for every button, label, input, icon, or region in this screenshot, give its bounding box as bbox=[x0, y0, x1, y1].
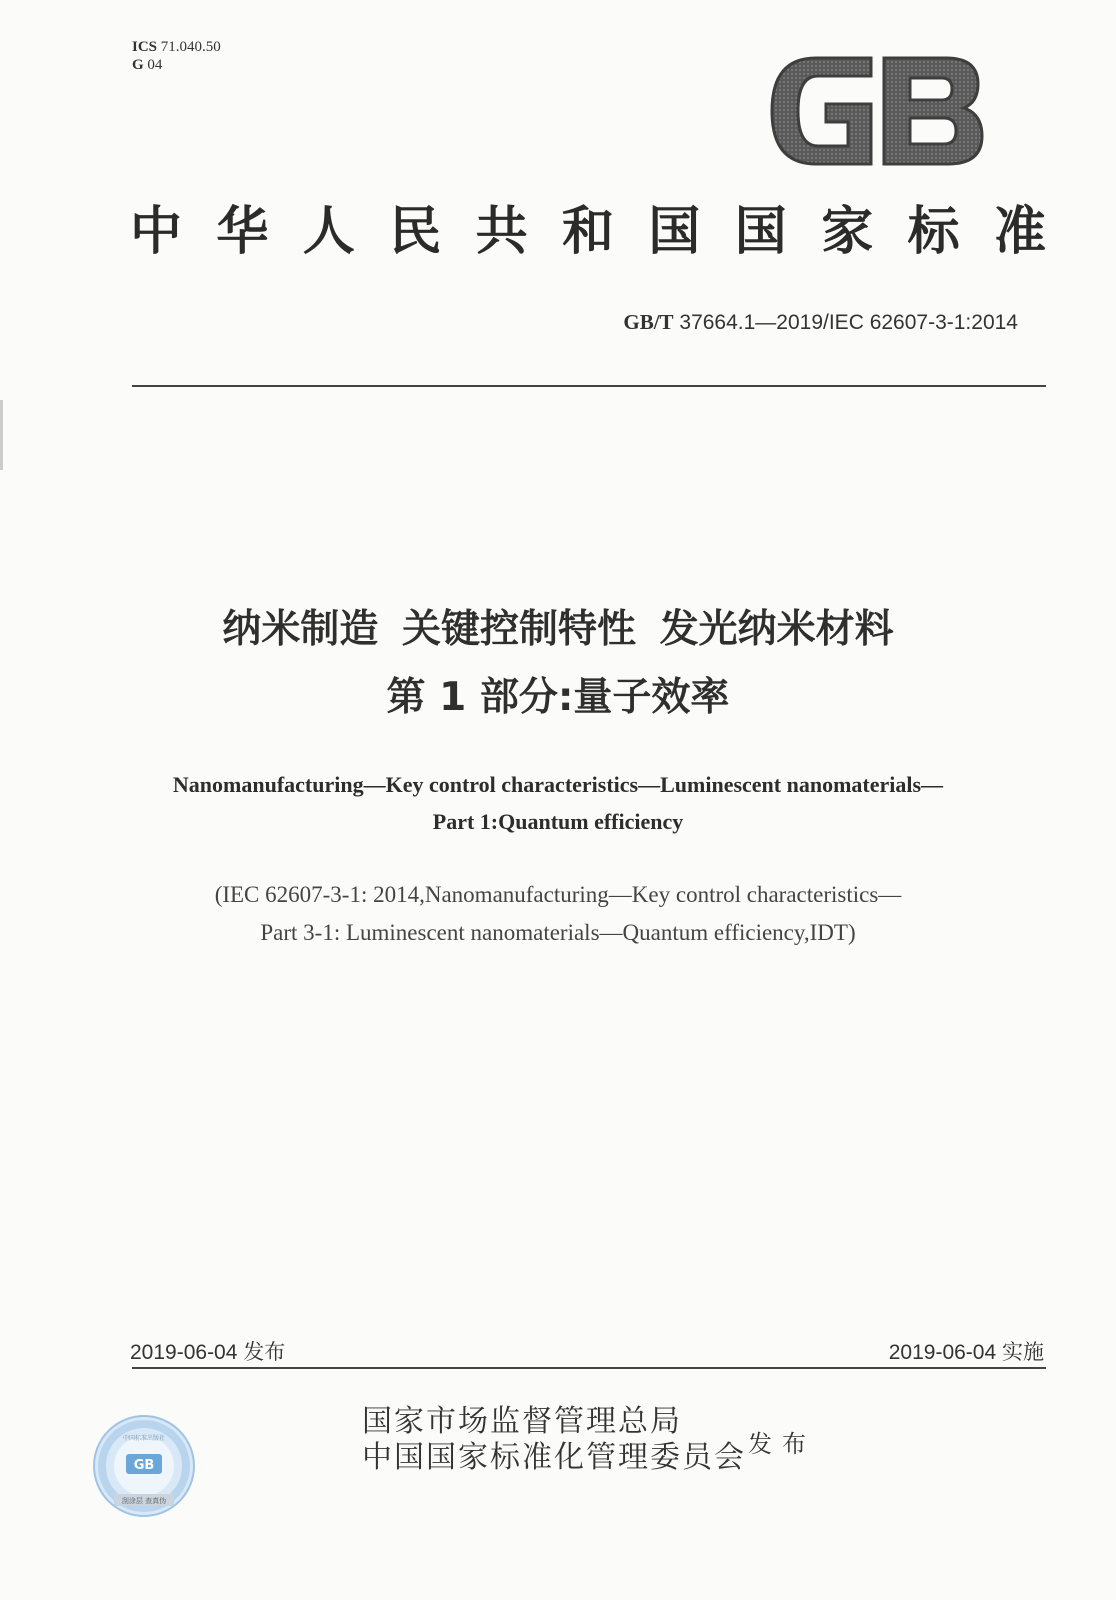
issuer-line-1: 国家市场监督管理总局 bbox=[362, 1404, 682, 1439]
standard-prefix: GB/T bbox=[623, 310, 674, 334]
standard-number bbox=[623, 310, 1018, 335]
standard-number-rest: 37664.1—2019/IEC 62607-3-1:2014 bbox=[679, 311, 1018, 334]
issue-action: 发布 bbox=[748, 1430, 816, 1458]
classification-codes bbox=[132, 38, 221, 74]
ics-label: ICS bbox=[132, 39, 158, 55]
sticker-logo-text: GB bbox=[133, 1458, 155, 1473]
country-standard-title: 中华人民共和国国家标准 bbox=[130, 201, 1052, 262]
ccs-label: G bbox=[132, 57, 144, 73]
sticker-bottom-text: 刮涂层 查真伪 bbox=[121, 1497, 167, 1505]
chinese-title-line-2: 第 1 部分:量子效率 bbox=[386, 675, 730, 720]
ccs-code: 04 bbox=[147, 57, 163, 73]
implement-date: 2019-06-04 实施 bbox=[888, 1341, 1044, 1364]
ccs-code-line bbox=[132, 56, 221, 74]
source-standard-line-2: Part 3-1: Luminescent nanomaterials—Quantum efficiency,IDT) bbox=[260, 920, 856, 945]
header-divider bbox=[132, 385, 1046, 387]
ics-code: 71.040.50 bbox=[160, 39, 221, 55]
english-title-line-1: Nanomanufacturing—Key control characteristics—Luminescent nanomaterials— bbox=[172, 772, 944, 797]
publish-date: 2019-06-04 发布 bbox=[130, 1341, 286, 1364]
anti-counterfeit-sticker-icon bbox=[92, 1414, 196, 1518]
source-standard-line-1: (IEC 62607-3-1: 2014,Nanomanufacturing—Key control characteristics— bbox=[214, 882, 902, 907]
issuer-line-2: 中国国家标准化管理委员会 bbox=[362, 1440, 746, 1475]
ics-code-line bbox=[132, 38, 221, 56]
gb-logo-icon bbox=[766, 52, 988, 170]
sticker-top-text: 中国标准出版社 bbox=[122, 1435, 166, 1442]
scan-edge-mark bbox=[0, 400, 3, 470]
chinese-title-line-1: 纳米制造 关键控制特性 发光纳米材料 bbox=[222, 607, 894, 652]
english-title-line-2: Part 1:Quantum efficiency bbox=[432, 809, 684, 834]
footer-divider bbox=[132, 1367, 1046, 1369]
